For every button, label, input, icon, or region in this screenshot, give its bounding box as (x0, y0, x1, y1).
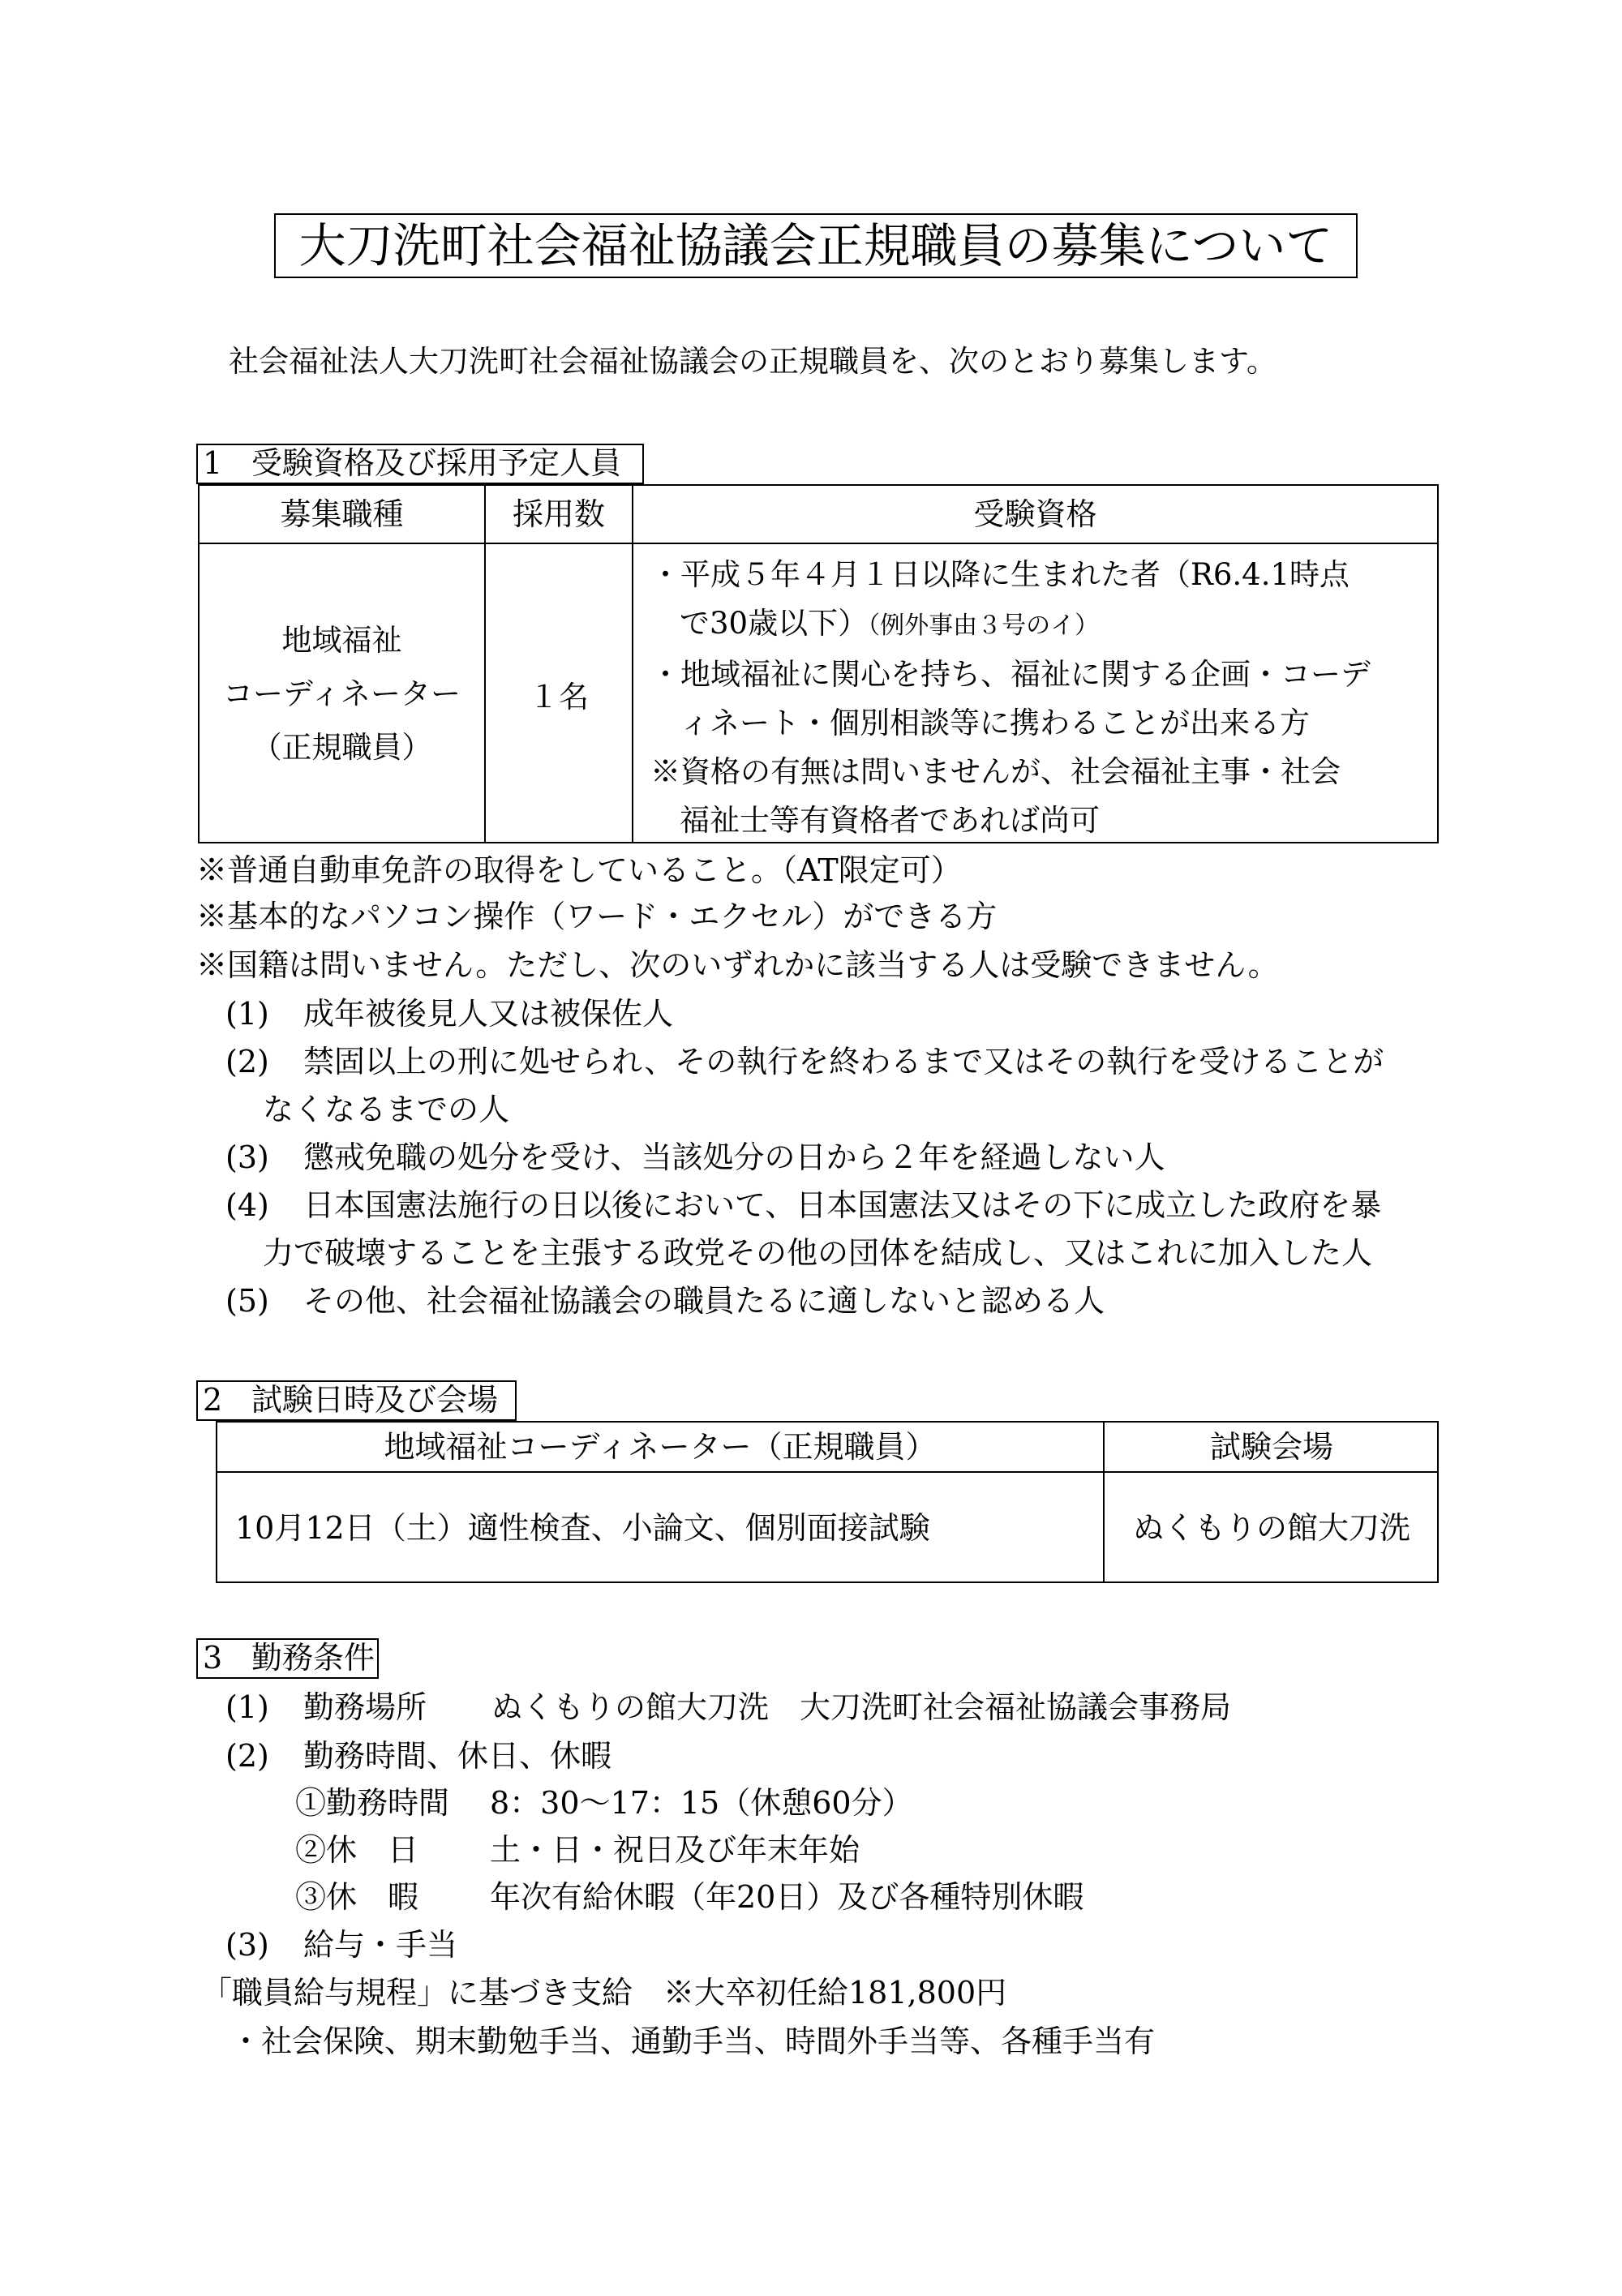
section-2-number: 2 (203, 1382, 223, 1418)
exam-table (216, 1421, 1439, 1583)
section-3-title: 勤務条件 (251, 1640, 375, 1676)
section-3-number: 3 (203, 1640, 223, 1676)
disqualification-item: (5) その他、社会福祉協議会の職員たるに適しないと認める人 (225, 1283, 1105, 1319)
header-exam-schedule: 地域福祉コーディネーター（正規職員） (384, 1429, 937, 1465)
section-1-heading (196, 444, 644, 484)
salary-line: 「職員給与規程」に基づき支給 ※大卒初任給181,800円 (201, 1975, 1007, 2011)
exam-schedule-cell: 10月12日（土）適性検査、小論文、個別面接試験 (235, 1510, 930, 1546)
header-exam-venue: 試験会場 (1209, 1429, 1333, 1465)
section-1-number: 1 (203, 445, 223, 481)
pay-item: (3) 給与・手当 (225, 1927, 458, 1963)
qualification-line: で30歳以下）（例外事由３号のイ） (680, 606, 1100, 641)
section-3-heading (196, 1638, 379, 1679)
qualification-line: ィネート・個別相談等に携わることが出来る方 (680, 706, 1310, 740)
disqualification-continuation: 力で破壊することを主張する政党その他の団体を結成し、又はこれに加入した人 (263, 1235, 1373, 1271)
note-line: ※国籍は問いません。ただし、次のいずれかに該当する人は受験できません。 (196, 947, 1279, 983)
header-count: 採用数 (512, 496, 605, 532)
section-1-title: 受験資格及び採用予定人員 (251, 445, 622, 481)
job-line: （正規職員） (251, 729, 432, 765)
work-place-item: (1) 勤務場所 ぬくもりの館大刀洗 大刀洗町社会福祉協議会事務局 (225, 1689, 1232, 1725)
job-line: 地域福祉 (281, 622, 402, 658)
document-title: 大刀洗町社会福祉協議会正規職員の募集について (274, 213, 1358, 278)
qualification-table (198, 484, 1439, 843)
disqualification-item: (3) 懲戒免職の処分を受け、当該処分の日から２年を経過しない人 (225, 1139, 1165, 1175)
section-2-heading (196, 1380, 517, 1421)
section-2-title: 試験日時及び会場 (251, 1382, 499, 1418)
note-line: ※基本的なパソコン操作（ワード・エクセル）ができる方 (196, 899, 998, 934)
exam-venue-cell: ぬくもりの館大刀洗 (1132, 1510, 1410, 1546)
qualification-line: ※資格の有無は問いませんが、社会福祉主事・社会 (650, 754, 1341, 789)
note-line: ※普通自動車免許の取得をしていること。（AT限定可） (196, 852, 962, 888)
disqualification-item: (1) 成年被後見人又は被保佐人 (225, 996, 674, 1032)
work-time-item: (2) 勤務時間、休日、休暇 (225, 1738, 612, 1774)
header-job-type: 募集職種 (280, 496, 404, 532)
job-type-cell (200, 544, 484, 843)
qualification-line: ・平成５年４月１日以降に生まれた者（R6.4.1時点 (650, 557, 1350, 592)
disqualification-continuation: なくなるまでの人 (263, 1092, 510, 1127)
leave-item: ③休 暇 年次有給休暇（年20日）及び各種特別休暇 (295, 1879, 1084, 1915)
work-hours-item: ①勤務時間 8：30〜17：15（休憩60分） (295, 1785, 913, 1821)
holiday-item: ②休 日 土・日・祝日及び年末年始 (295, 1832, 860, 1868)
intro-text: 社会福祉法人大刀洗町社会福祉協議会の正規職員を、次のとおり募集します。 (229, 344, 1277, 379)
qualification-line: 福祉士等有資格者であれば尚可 (680, 803, 1100, 838)
qualification-cell (650, 551, 1437, 845)
count-cell: １名 (529, 679, 589, 715)
header-qualification: 受験資格 (973, 496, 1097, 532)
qualification-line: ・地域福祉に関心を持ち、福祉に関する企画・コーデ (650, 657, 1371, 692)
allowances-line: ・社会保険、期末勤勉手当、通勤手当、時間外手当等、各種手当有 (230, 2023, 1156, 2059)
disqualification-item: (2) 禁固以上の刑に処せられ、その執行を終わるまで又はその執行を受けることが (225, 1044, 1384, 1079)
disqualification-item: (4) 日本国憲法施行の日以後において、日本国憲法又はその下に成立した政府を暴 (225, 1187, 1382, 1223)
job-line: コーディネーター (222, 676, 461, 711)
